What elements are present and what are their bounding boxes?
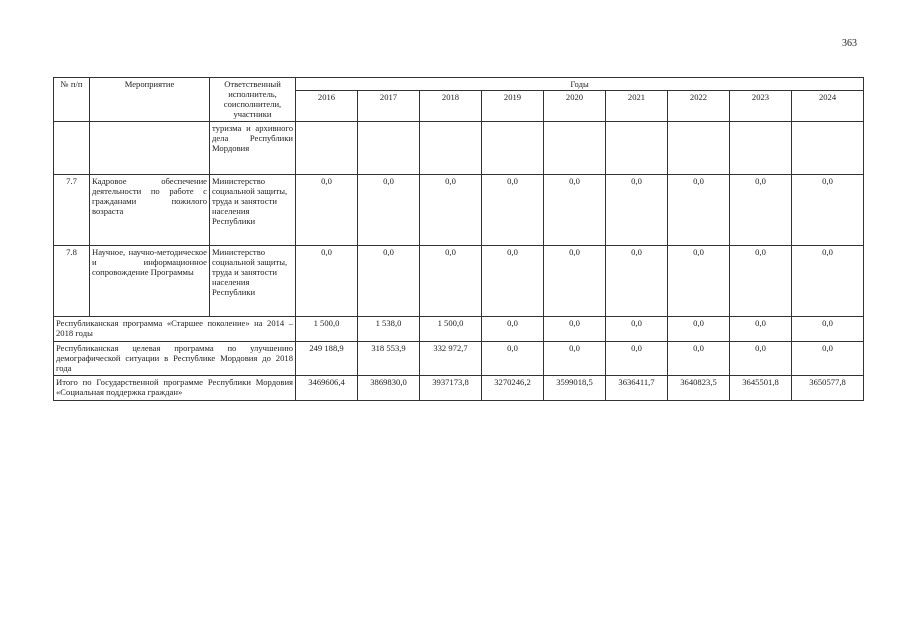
year-cell: 2020 — [544, 91, 606, 121]
value-cell: 0,0 — [482, 316, 544, 341]
grand-total-label: Итого по Государственной программе Республики Мордовия «Социальная поддержка граждан» — [54, 375, 296, 400]
table-cell — [54, 121, 90, 174]
grand-total-row — [54, 375, 864, 400]
table-cell — [296, 121, 358, 174]
value-cell: 0,0 — [792, 341, 864, 375]
responsible-cell: Министерство социальной защиты, труда и занятости населения Республики — [210, 245, 296, 316]
value-cell: 3640823,5 — [668, 375, 730, 400]
total-row — [54, 316, 864, 341]
table-cell — [358, 121, 420, 174]
value-cell: 0,0 — [606, 174, 668, 245]
value-cell: 0,0 — [420, 174, 482, 245]
table-cell — [90, 121, 210, 174]
page-number: 363 — [842, 38, 857, 49]
year-cell: 2023 — [730, 91, 792, 121]
year-cell: 2018 — [420, 91, 482, 121]
total-label: Республиканская целевая программа по улучшению демографической ситуации в Республике Мордовия до 2018 года — [54, 341, 296, 375]
value-cell: 0,0 — [730, 341, 792, 375]
table-cell — [730, 121, 792, 174]
table-cell — [544, 121, 606, 174]
value-cell: 1 538,0 — [358, 316, 420, 341]
value-cell: 0,0 — [668, 174, 730, 245]
header-event: Мероприятие — [90, 78, 210, 122]
header-years-label: Годы — [296, 78, 864, 91]
value-cell: 0,0 — [668, 245, 730, 316]
value-cell: 0,0 — [544, 316, 606, 341]
value-cell: 3650577,8 — [792, 375, 864, 400]
value-cell: 3937173,8 — [420, 375, 482, 400]
value-cell: 0,0 — [296, 174, 358, 245]
value-cell: 0,0 — [544, 341, 606, 375]
value-cell: 3469606,4 — [296, 375, 358, 400]
value-cell: 0,0 — [730, 174, 792, 245]
value-cell: 0,0 — [792, 245, 864, 316]
row-number: 7.7 — [54, 174, 90, 245]
table-cell — [668, 121, 730, 174]
value-cell: 0,0 — [358, 174, 420, 245]
value-cell: 0,0 — [792, 316, 864, 341]
year-cell: 2024 — [792, 91, 864, 121]
table-row — [54, 174, 864, 245]
value-cell: 0,0 — [544, 174, 606, 245]
table-cell — [792, 121, 864, 174]
responsible-cell: Министерство социальной защиты, труда и занятости населения Республики — [210, 174, 296, 245]
header-row — [54, 78, 864, 91]
value-cell: 0,0 — [482, 174, 544, 245]
value-cell: 3599018,5 — [544, 375, 606, 400]
value-cell: 1 500,0 — [296, 316, 358, 341]
value-cell: 0,0 — [668, 341, 730, 375]
value-cell: 0,0 — [482, 341, 544, 375]
value-cell: 0,0 — [606, 316, 668, 341]
total-row — [54, 341, 864, 375]
event-cell: Научное, научно-методическое и информационное сопровождение Программы — [90, 245, 210, 316]
value-cell: 0,0 — [544, 245, 606, 316]
table-cell — [606, 121, 668, 174]
responsible-cell: туризма и архивного дела Республики Мордовия — [210, 121, 296, 174]
header-num: № п/п — [54, 78, 90, 122]
header-responsible: Ответственный исполнитель, соисполнители, участники — [210, 78, 296, 122]
value-cell: 3645501,8 — [730, 375, 792, 400]
value-cell: 0,0 — [792, 174, 864, 245]
value-cell: 332 972,7 — [420, 341, 482, 375]
value-cell: 0,0 — [730, 316, 792, 341]
event-cell: Кадровое обеспечение деятельности по работе с гражданами пожилого возраста — [90, 174, 210, 245]
year-cell: 2022 — [668, 91, 730, 121]
value-cell: 0,0 — [606, 245, 668, 316]
year-cell: 2019 — [482, 91, 544, 121]
value-cell: 1 500,0 — [420, 316, 482, 341]
value-cell: 249 188,9 — [296, 341, 358, 375]
value-cell: 0,0 — [482, 245, 544, 316]
value-cell: 3869830,0 — [358, 375, 420, 400]
table-cell — [482, 121, 544, 174]
value-cell: 0,0 — [730, 245, 792, 316]
value-cell: 3636411,7 — [606, 375, 668, 400]
table-cell — [420, 121, 482, 174]
total-label: Республиканская программа «Старшее поколение» на 2014 – 2018 годы — [54, 316, 296, 341]
year-cell: 2016 — [296, 91, 358, 121]
year-cell: 2021 — [606, 91, 668, 121]
year-cell: 2017 — [358, 91, 420, 121]
budget-table — [53, 77, 864, 401]
table-row — [54, 245, 864, 316]
value-cell: 0,0 — [606, 341, 668, 375]
value-cell: 318 553,9 — [358, 341, 420, 375]
continuation-row — [54, 121, 864, 174]
value-cell: 0,0 — [358, 245, 420, 316]
value-cell: 0,0 — [420, 245, 482, 316]
value-cell: 0,0 — [296, 245, 358, 316]
row-number: 7.8 — [54, 245, 90, 316]
value-cell: 3270246,2 — [482, 375, 544, 400]
value-cell: 0,0 — [668, 316, 730, 341]
